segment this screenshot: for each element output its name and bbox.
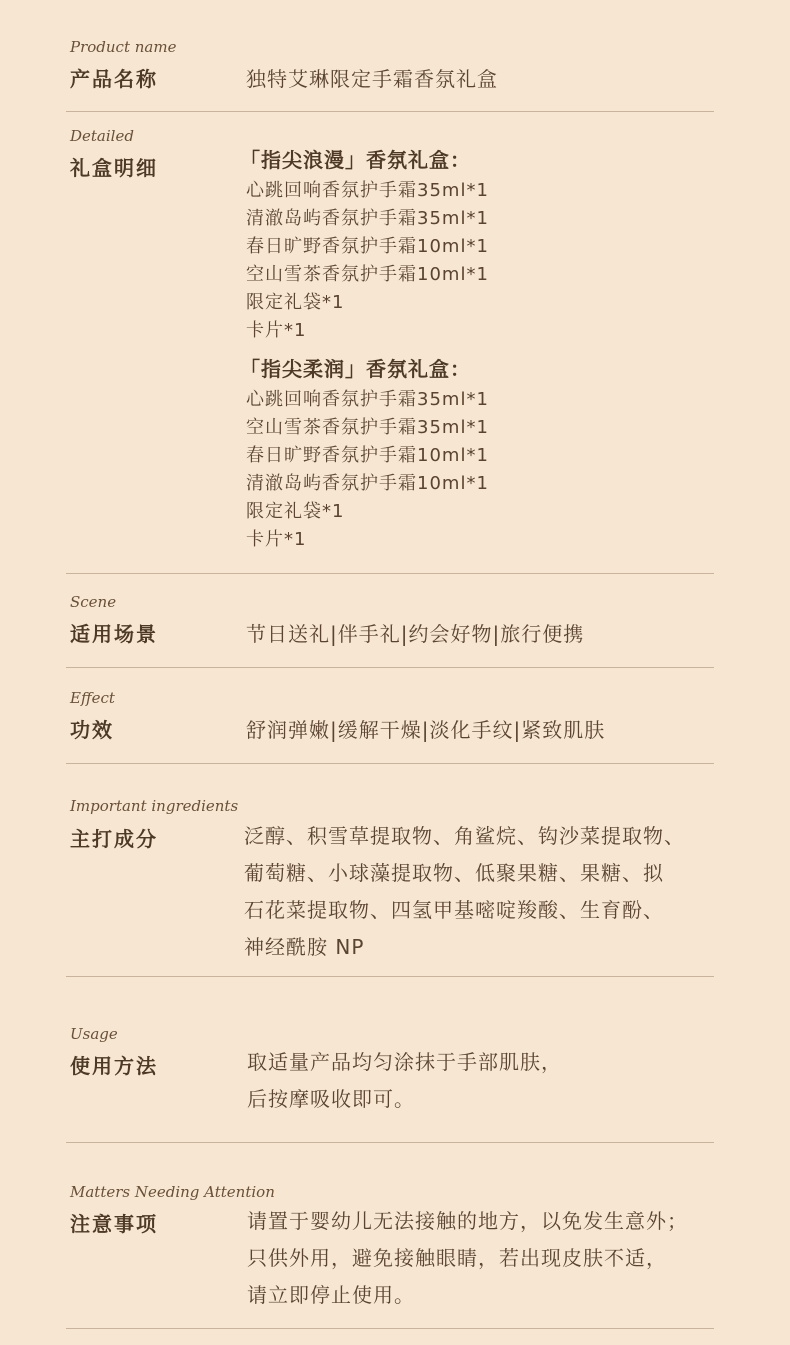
list-item: 空山雪茶香氛护手霜10ml*1 (246, 264, 489, 285)
divider (66, 573, 714, 574)
list-item: 心跳回响香氛护手霜35ml*1 (246, 180, 489, 201)
ingredients-value (244, 818, 685, 966)
list-item: 清澈岛屿香氛护手霜35ml*1 (246, 208, 489, 229)
ingredients-line: 葡萄糖、小球藻提取物、低聚果糖、果糖、拟 (244, 861, 664, 885)
usage-line: 取适量产品均匀涂抹于手部肌肤， (247, 1050, 562, 1074)
usage-en-label: Usage (70, 1025, 118, 1043)
ingredients-line: 神经酰胺 NP (244, 935, 365, 959)
divider (66, 1142, 714, 1143)
divider (66, 976, 714, 977)
group-title: 「指尖浪漫」香氛礼盒： (240, 148, 471, 172)
attention-line: 请立即停止使用。 (247, 1283, 415, 1307)
usage-value (247, 1044, 562, 1118)
effect-value: 舒润弹嫩|缓解干燥|淡化手纹|紧致肌肤 (246, 718, 606, 742)
product-name-en-label: Product name (70, 38, 177, 56)
list-item: 春日旷野香氛护手霜10ml*1 (246, 445, 489, 466)
scene-value: 节日送礼|伴手礼|约会好物|旅行便携 (246, 622, 585, 646)
attention-label: 注意事项 (70, 1212, 158, 1236)
list-item: 空山雪茶香氛护手霜35ml*1 (246, 417, 489, 438)
product-name-label: 产品名称 (70, 67, 158, 91)
list-item: 心跳回响香氛护手霜35ml*1 (246, 389, 489, 410)
group-title: 「指尖柔润」香氛礼盒： (240, 357, 471, 381)
list-item: 卡片*1 (246, 529, 307, 550)
divider (66, 111, 714, 112)
list-item: 卡片*1 (246, 320, 307, 341)
detailed-group-1 (240, 143, 489, 345)
scene-en-label: Scene (70, 593, 117, 611)
list-item: 清澈岛屿香氛护手霜10ml*1 (246, 473, 489, 494)
divider (66, 1328, 714, 1329)
list-item: 限定礼袋*1 (246, 501, 345, 522)
divider (66, 763, 714, 764)
scene-label: 适用场景 (70, 622, 158, 646)
attention-line: 只供外用，避免接触眼睛，若出现皮肤不适， (247, 1246, 667, 1270)
usage-line: 后按摩吸收即可。 (247, 1087, 415, 1111)
effect-label: 功效 (70, 718, 114, 742)
ingredients-en-label: Important ingredients (70, 797, 239, 815)
ingredients-line: 泛醇、积雪草提取物、角鲨烷、钩沙菜提取物、 (244, 824, 685, 848)
detailed-en-label: Detailed (70, 127, 134, 145)
usage-label: 使用方法 (70, 1054, 158, 1078)
effect-en-label: Effect (70, 689, 115, 707)
divider (66, 667, 714, 668)
list-item: 限定礼袋*1 (246, 292, 345, 313)
list-item: 春日旷野香氛护手霜10ml*1 (246, 236, 489, 257)
product-name-value: 独特艾琳限定手霜香氛礼盒 (246, 67, 498, 91)
attention-value (247, 1203, 688, 1314)
ingredients-label: 主打成分 (70, 827, 158, 851)
detailed-group-2 (240, 352, 489, 554)
attention-en-label: Matters Needing Attention (70, 1183, 275, 1201)
ingredients-line: 石花菜提取物、四氢甲基嘧啶羧酸、生育酚、 (244, 898, 664, 922)
attention-line: 请置于婴幼儿无法接触的地方，以免发生意外； (247, 1209, 688, 1233)
detailed-label: 礼盒明细 (70, 156, 158, 180)
